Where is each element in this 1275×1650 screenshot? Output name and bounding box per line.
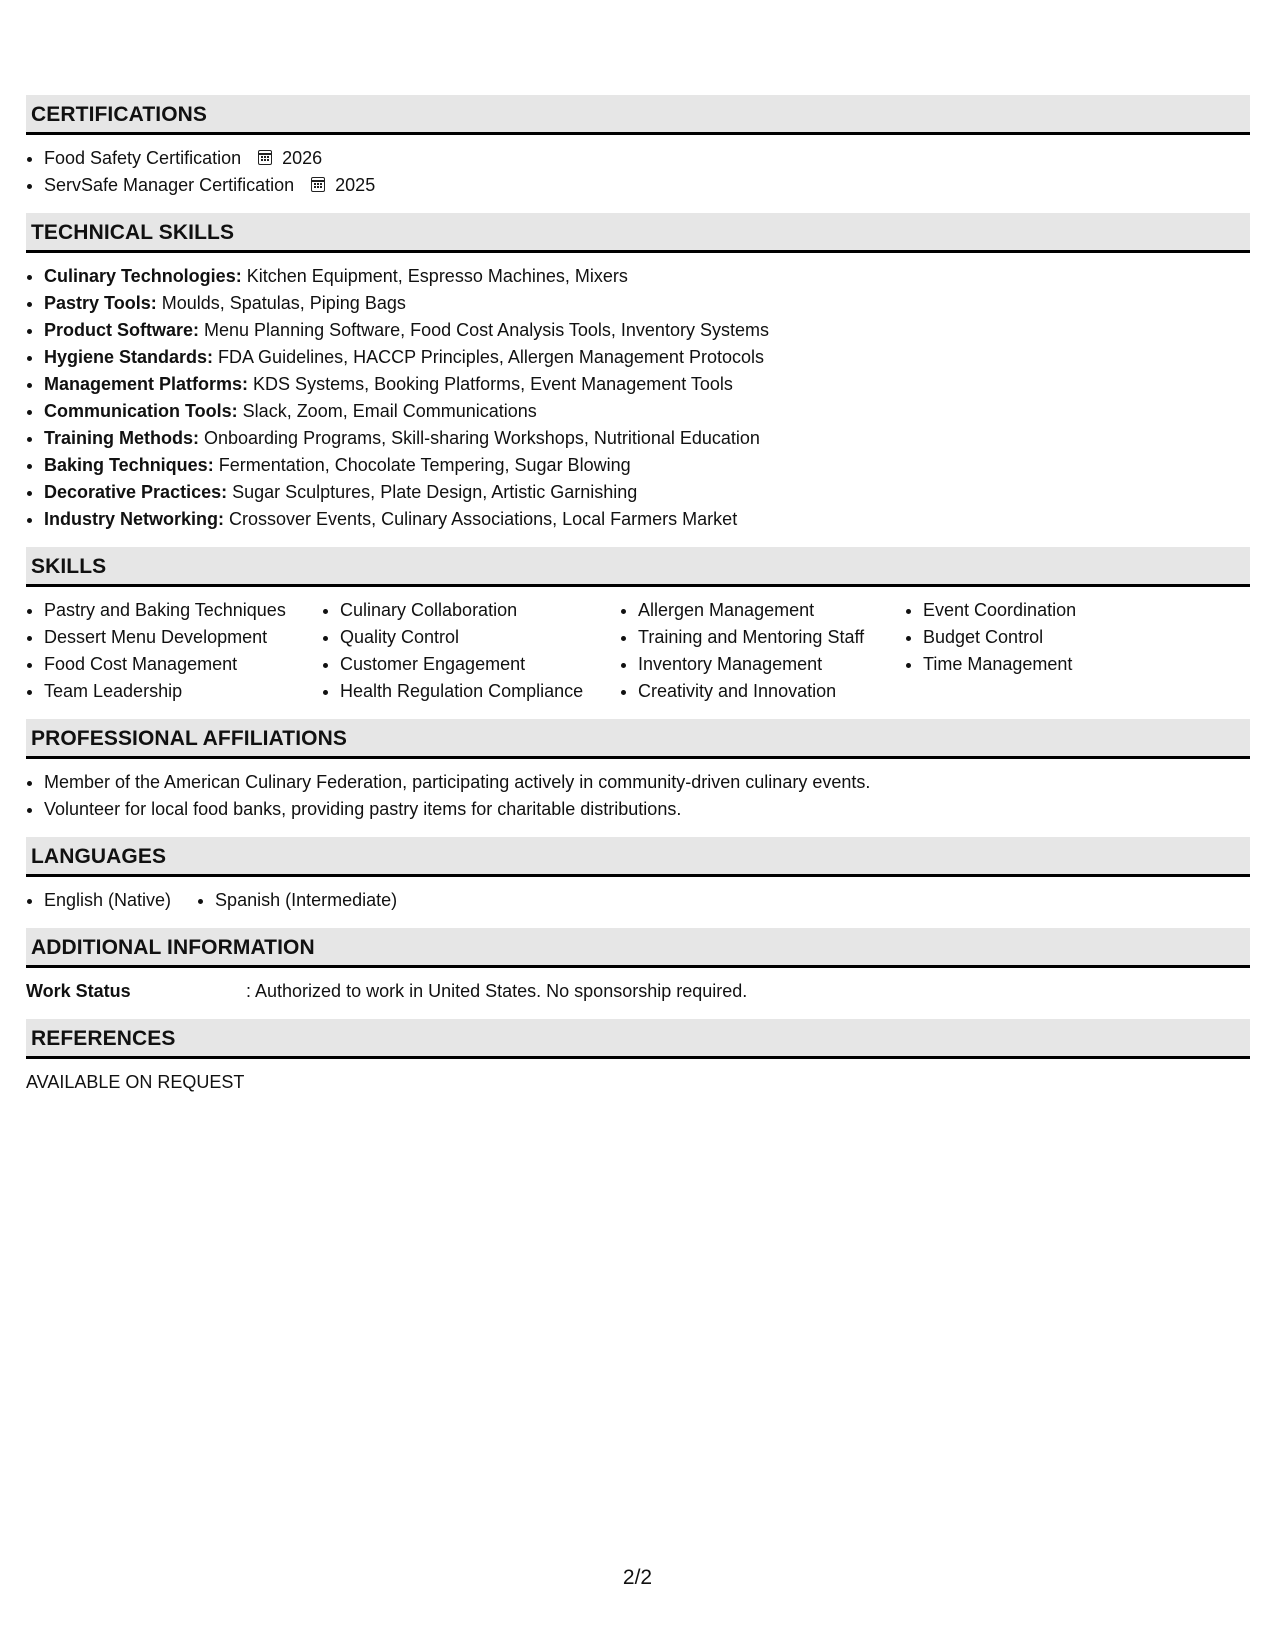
skill-category: Baking Techniques: — [44, 455, 214, 475]
skill-category: Management Platforms: — [44, 374, 249, 394]
calendar-icon — [311, 177, 325, 192]
page-number: 2/2 — [622, 1566, 653, 1589]
certification-name: Food Safety Certification — [44, 148, 242, 168]
technical-skills-list — [26, 263, 1250, 533]
skill-category: Culinary Technologies: — [44, 266, 242, 286]
languages-section — [26, 837, 1250, 914]
list-item — [44, 371, 1250, 398]
list-item — [44, 398, 1250, 425]
list-item — [44, 479, 1250, 506]
work-status-row — [26, 978, 1250, 1005]
work-status-label: Work Status — [26, 981, 131, 1001]
skill-category: Hygiene Standards: — [44, 347, 214, 367]
skills-heading: SKILLS — [26, 547, 1250, 587]
certifications-list — [26, 145, 1250, 199]
list-item — [44, 145, 1250, 172]
skill-category: Industry Networking: — [44, 509, 225, 529]
affiliations-list — [26, 769, 1250, 823]
certification-year: 2026 — [282, 148, 323, 168]
list-item — [44, 172, 1250, 199]
skills-column — [26, 597, 322, 705]
affiliations-section — [26, 719, 1250, 823]
certifications-heading: CERTIFICATIONS — [26, 95, 1250, 135]
list-item — [44, 317, 1250, 344]
calendar-icon — [258, 150, 272, 165]
list-item: • Quality Control — [340, 624, 620, 651]
languages-list — [26, 887, 1250, 914]
additional-info-heading: ADDITIONAL INFORMATION — [26, 928, 1250, 968]
references-heading: REFERENCES — [26, 1019, 1250, 1059]
certification-year: 2025 — [335, 175, 376, 195]
list-item — [44, 290, 1250, 317]
skill-category: Product Software: — [44, 320, 200, 340]
skill-category: Training Methods: — [44, 428, 199, 448]
list-item — [44, 425, 1250, 452]
list-item: • Allergen Management — [638, 597, 905, 624]
resume-page — [26, 95, 1250, 1110]
list-item: • Member of the American Culinary Federation, participating actively in community-driven culinary events. — [44, 769, 1250, 796]
list-item: • Training and Mentoring Staff — [638, 624, 905, 651]
languages-heading: LANGUAGES — [26, 837, 1250, 877]
skills-column — [905, 597, 1123, 705]
work-status-value: : Authorized to work in United States. No sponsorship required. — [246, 981, 748, 1001]
certifications-section — [26, 95, 1250, 199]
skill-values: Kitchen Equipment, Espresso Machines, Mixers — [241, 266, 628, 286]
references-text: AVAILABLE ON REQUEST — [26, 1072, 245, 1092]
list-item: • Event Coordination — [923, 597, 1123, 624]
skill-values: Menu Planning Software, Food Cost Analysis Tools, Inventory Systems — [199, 320, 769, 340]
list-item: • Volunteer for local food banks, providing pastry items for charitable distributions. — [44, 796, 1250, 823]
skill-values: KDS Systems, Booking Platforms, Event Management Tools — [248, 374, 733, 394]
skills-column — [322, 597, 620, 705]
list-item: • Inventory Management — [638, 651, 905, 678]
skills-column — [620, 597, 905, 705]
technical-skills-section — [26, 213, 1250, 533]
additional-info-section — [26, 928, 1250, 1005]
list-item: • Team Leadership — [44, 678, 322, 705]
skill-values: Moulds, Spatulas, Piping Bags — [156, 293, 406, 313]
skills-section — [26, 547, 1250, 705]
technical-skills-heading: TECHNICAL SKILLS — [26, 213, 1250, 253]
references-section — [26, 1019, 1250, 1096]
skill-values: Fermentation, Chocolate Tempering, Sugar Blowing — [213, 455, 631, 475]
skill-values: FDA Guidelines, HACCP Principles, Allergen Management Protocols — [213, 347, 764, 367]
list-item — [44, 344, 1250, 371]
skill-values: Sugar Sculptures, Plate Design, Artistic Garnishing — [227, 482, 638, 502]
list-item: • Pastry and Baking Techniques — [44, 597, 322, 624]
affiliations-heading: PROFESSIONAL AFFILIATIONS — [26, 719, 1250, 759]
list-item: • Budget Control — [923, 624, 1123, 651]
list-item — [44, 506, 1250, 533]
list-item: • Creativity and Innovation — [638, 678, 905, 705]
list-item: • Dessert Menu Development — [44, 624, 322, 651]
certification-name: ServSafe Manager Certification — [44, 175, 295, 195]
list-item: • English (Native) — [44, 887, 171, 914]
skill-category: Decorative Practices: — [44, 482, 228, 502]
list-item — [44, 452, 1250, 479]
skill-category: Pastry Tools: — [44, 293, 157, 313]
list-item: • Health Regulation Compliance — [340, 678, 620, 705]
list-item: • Food Cost Management — [44, 651, 322, 678]
skill-values: Crossover Events, Culinary Associations, Local Farmers Market — [224, 509, 738, 529]
list-item — [44, 263, 1250, 290]
skill-category: Communication Tools: — [44, 401, 238, 421]
list-item: • Customer Engagement — [340, 651, 620, 678]
list-item: • Time Management — [923, 651, 1123, 678]
skill-values: Slack, Zoom, Email Communications — [237, 401, 537, 421]
list-item: • Spanish (Intermediate) — [215, 887, 397, 914]
list-item: • Culinary Collaboration — [340, 597, 620, 624]
skill-values: Onboarding Programs, Skill-sharing Workshops, Nutritional Education — [199, 428, 760, 448]
skills-grid — [26, 597, 1250, 705]
